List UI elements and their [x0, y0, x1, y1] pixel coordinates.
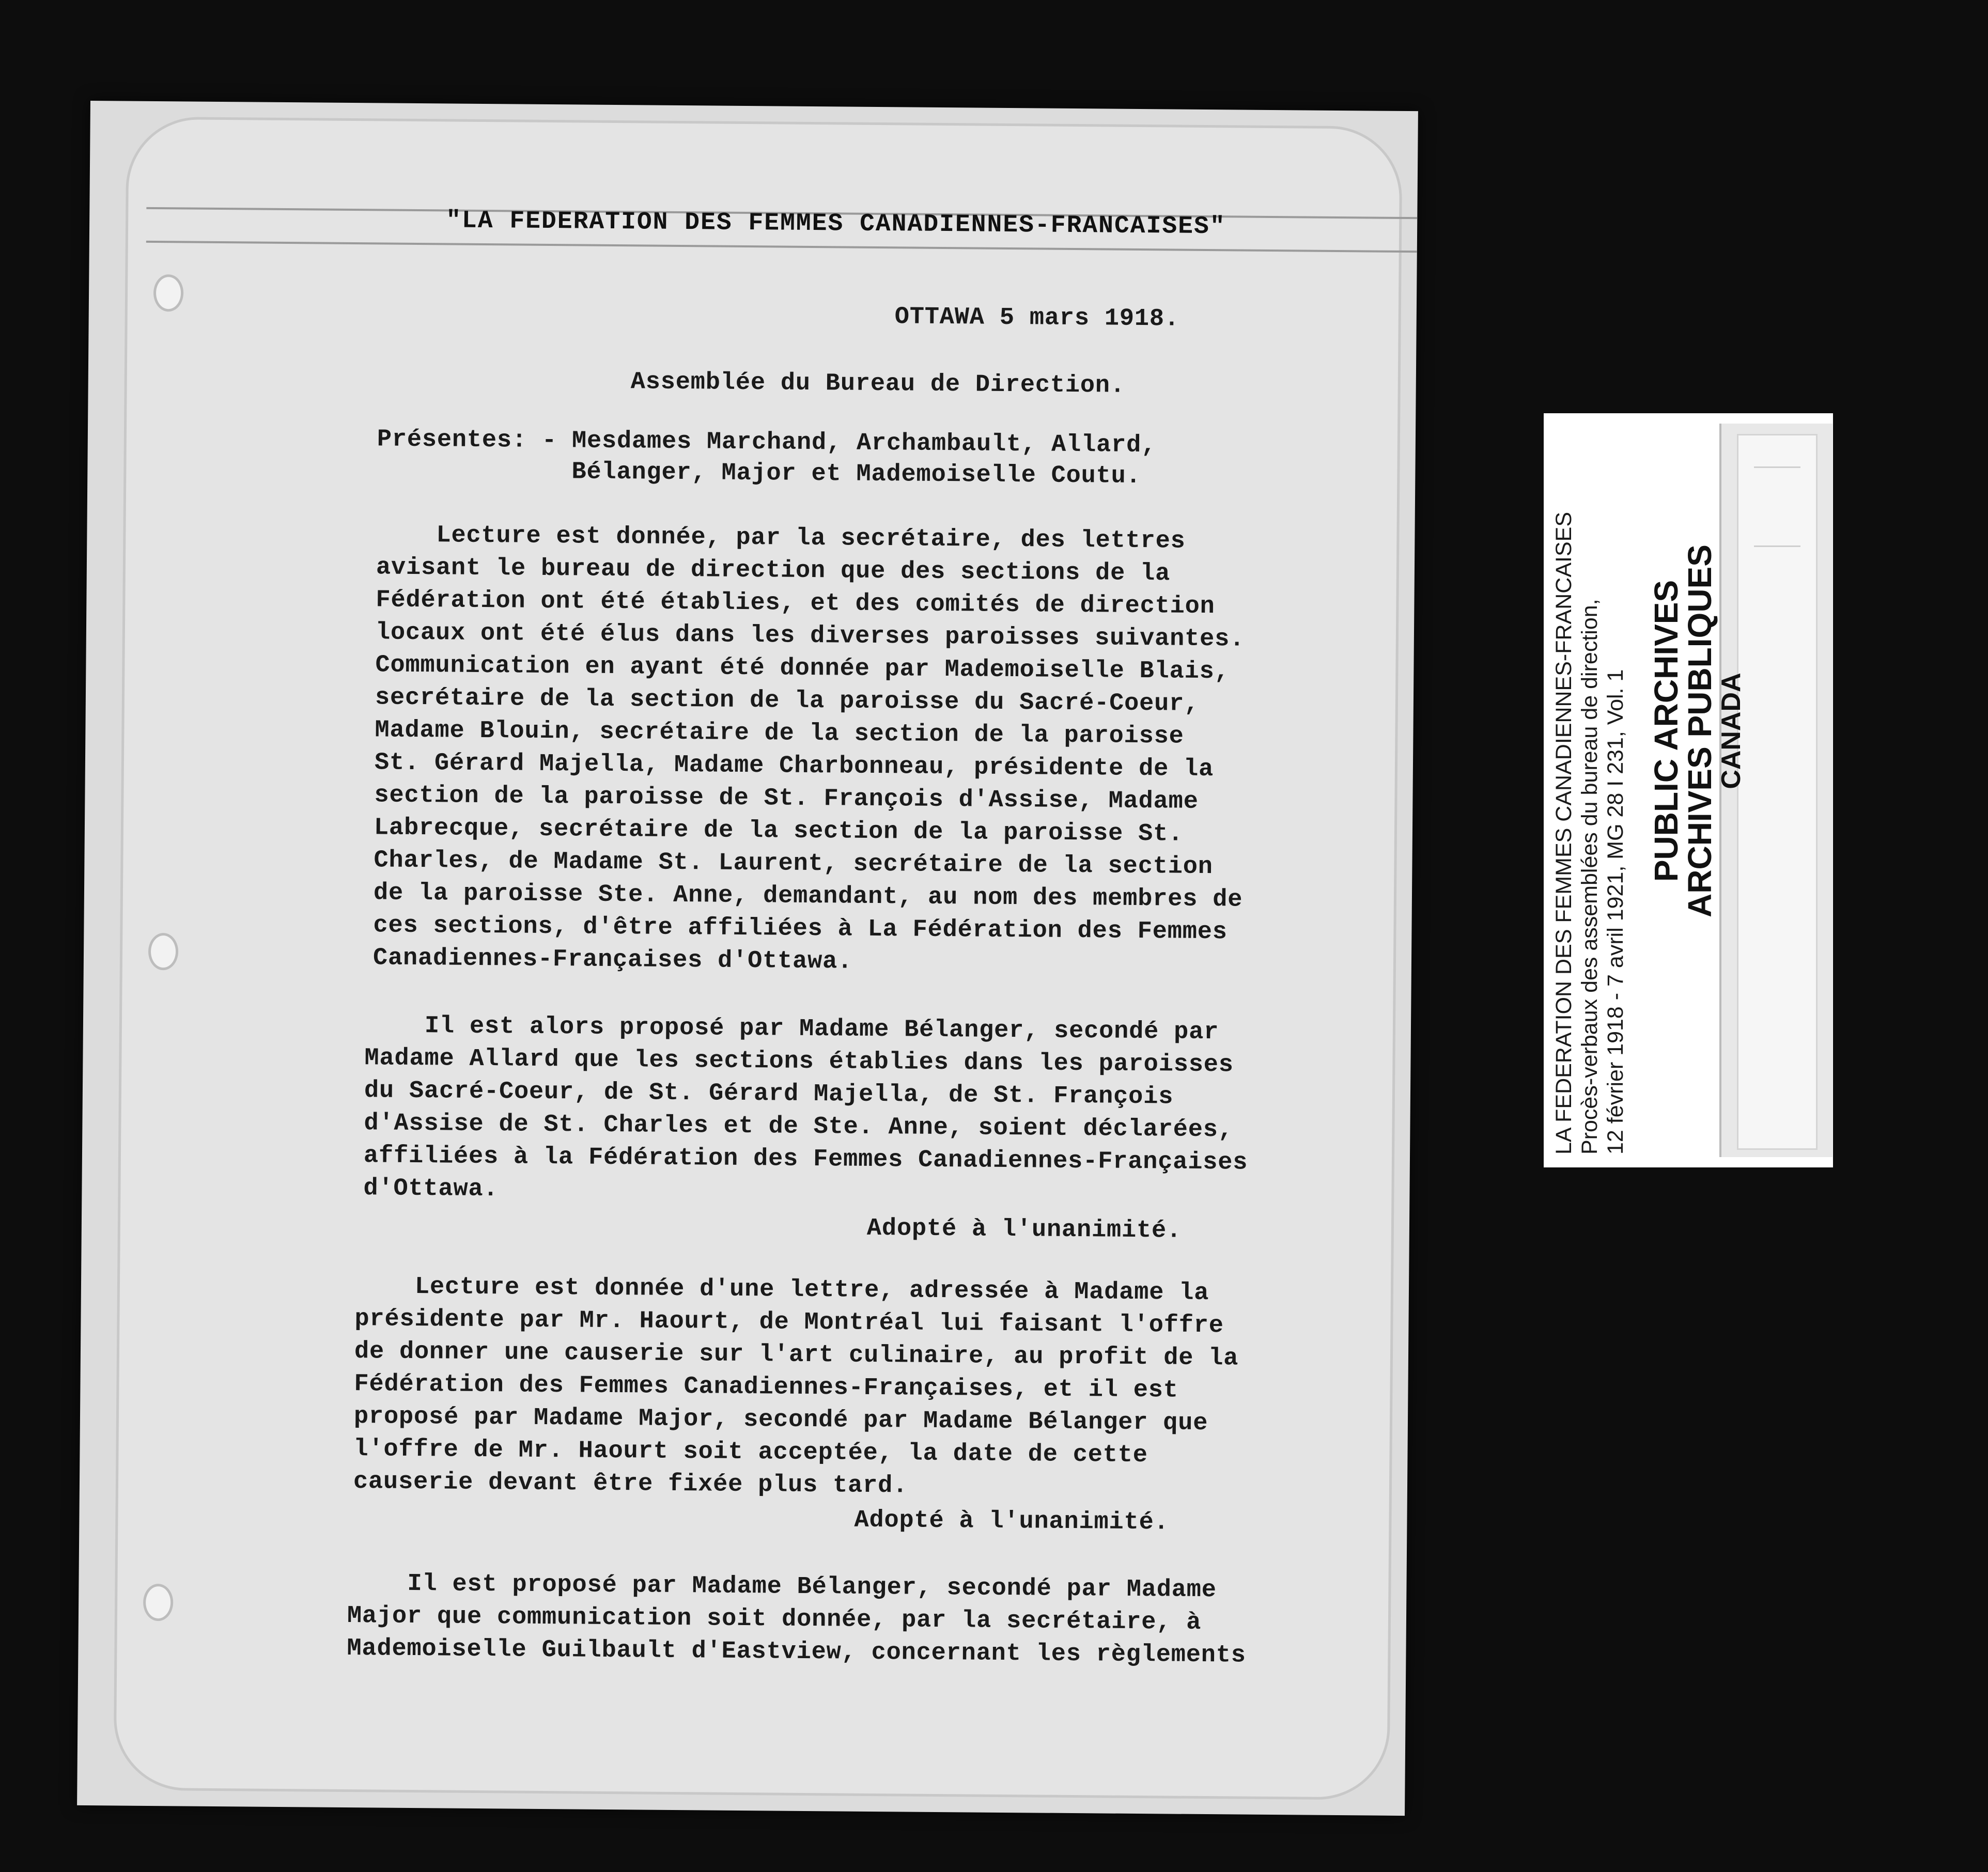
punch-hole-bottom — [143, 1584, 174, 1621]
p1-line-13: ces sections, d'être affiliées à La Fédération des Femmes — [373, 912, 1228, 946]
p3-line-5: proposé par Madame Major, secondé par Madame Bélanger que — [353, 1403, 1208, 1438]
punch-hole-top — [153, 274, 184, 311]
p1-line-8: St. Gérard Majella, Madame Charbonneau, présidente de la — [374, 749, 1214, 784]
p4-line-1: Il est proposé par Madame Bélanger, secondé par Madame — [347, 1569, 1217, 1604]
p1-line-12: de la paroisse Ste. Anne, demandant, au nom des membres de — [373, 879, 1243, 914]
p2-line-5: affiliées à la Fédération des Femmes Canadiennes-Françaises — [363, 1142, 1248, 1177]
p3-line-4: Fédération des Femmes Canadiennes-Françaises, et il est — [354, 1370, 1178, 1405]
p3-line-2: présidente par Mr. Haourt, de Montréal lui faisant l'offre — [354, 1305, 1224, 1340]
p3-line-7: causerie devant être fixée plus tard. — [353, 1468, 908, 1500]
p2-line-1: Il est alors proposé par Madame Bélanger, secondé par — [364, 1012, 1219, 1047]
label-caption-line-3: 12 février 1918 - 7 avril 1921, MG 28 I 231, Vol. 1 — [1603, 669, 1628, 1155]
p1-line-3: Fédération ont été établies, et des comités de direction — [376, 586, 1215, 621]
p1-line-1: Lecture est donnée, par la secrétaire, des lettres — [376, 521, 1186, 555]
label-rotated-text — [1544, 413, 1833, 1167]
label-stamp-line-2: ARCHIVES PUBLIQUES — [1681, 544, 1718, 917]
p1-line-11: Charles, de Madame St. Laurent, secrétaire de la section — [374, 847, 1213, 881]
label-caption-line-1: LA FEDERATION DES FEMMES CANADIENNES-FRANCAISES — [1551, 511, 1576, 1155]
p2-line-4: d'Assise de St. Charles et de Ste. Anne, soient déclarées, — [364, 1110, 1233, 1144]
p1-line-4: locaux ont été élus dans les diverses paroisses suivantes. — [375, 619, 1245, 653]
archive-label — [1544, 413, 1833, 1167]
p1-line-10: Labrecque, secrétaire de la section de la paroisse St. — [374, 814, 1184, 848]
label-caption-line-2: Procès-verbaux des assemblées du bureau de direction, — [1577, 599, 1602, 1155]
p1-line-5: Communication en ayant été donnée par Mademoiselle Blais, — [375, 651, 1230, 686]
p1-line-6: secrétaire de la section de la paroisse du Sacré-Coeur, — [375, 684, 1200, 718]
p1-line-7: Madame Blouin, secrétaire de la section de la paroisse — [375, 716, 1184, 751]
p2-line-6: d'Ottawa. — [363, 1175, 499, 1204]
p4-line-2: Major que communication soit donnée, par la secrétaire, à — [347, 1602, 1202, 1636]
p4-line-3: Mademoiselle Guilbault d'Eastview, concernant les règlements — [347, 1634, 1246, 1670]
p1-line-14: Canadiennes-Françaises d'Ottawa. — [372, 944, 853, 976]
p2-line-3: du Sacré-Coeur, de St. Gérard Majella, de St. François — [364, 1077, 1174, 1111]
document-sheet — [77, 101, 1418, 1816]
p1-line-9: section de la paroisse de St. François d'Assise, Madame — [374, 782, 1199, 816]
p3-line-1: Lecture est donnée d'une lettre, adressée à Madame la — [354, 1273, 1209, 1307]
adopte-1: Adopté à l'unanimité. — [866, 1214, 1182, 1245]
document-header: "LA FEDERATION DES FEMMES CANADIENNES-FRANCAISES" — [445, 207, 1226, 241]
presentes-line-2: Bélanger, Major et Mademoiselle Coutu. — [377, 457, 1141, 490]
adopte-2: Adopté à l'unanimité. — [854, 1506, 1169, 1537]
p2-line-2: Madame Allard que les sections établies dans les paroisses — [364, 1044, 1234, 1079]
punch-hole-middle — [148, 933, 179, 970]
date-line: OTTAWA 5 mars 1918. — [894, 303, 1180, 333]
p1-line-2: avisant le bureau de direction que des sections de la — [376, 554, 1171, 588]
p3-line-6: l'offre de Mr. Haourt soit acceptée, la date de cette — [353, 1436, 1148, 1470]
label-stamp-line-1: PUBLIC ARCHIVES — [1648, 580, 1685, 882]
p3-line-3: de donner une causerie sur l'art culinaire, au profit de la — [354, 1338, 1239, 1372]
presentes-line-1: Présentes: - Mesdames Marchand, Archambault, Allard, — [377, 426, 1157, 460]
document-title: Assemblée du Bureau de Direction. — [630, 368, 1126, 400]
label-stamp-line-3: CANADA — [1716, 673, 1746, 789]
